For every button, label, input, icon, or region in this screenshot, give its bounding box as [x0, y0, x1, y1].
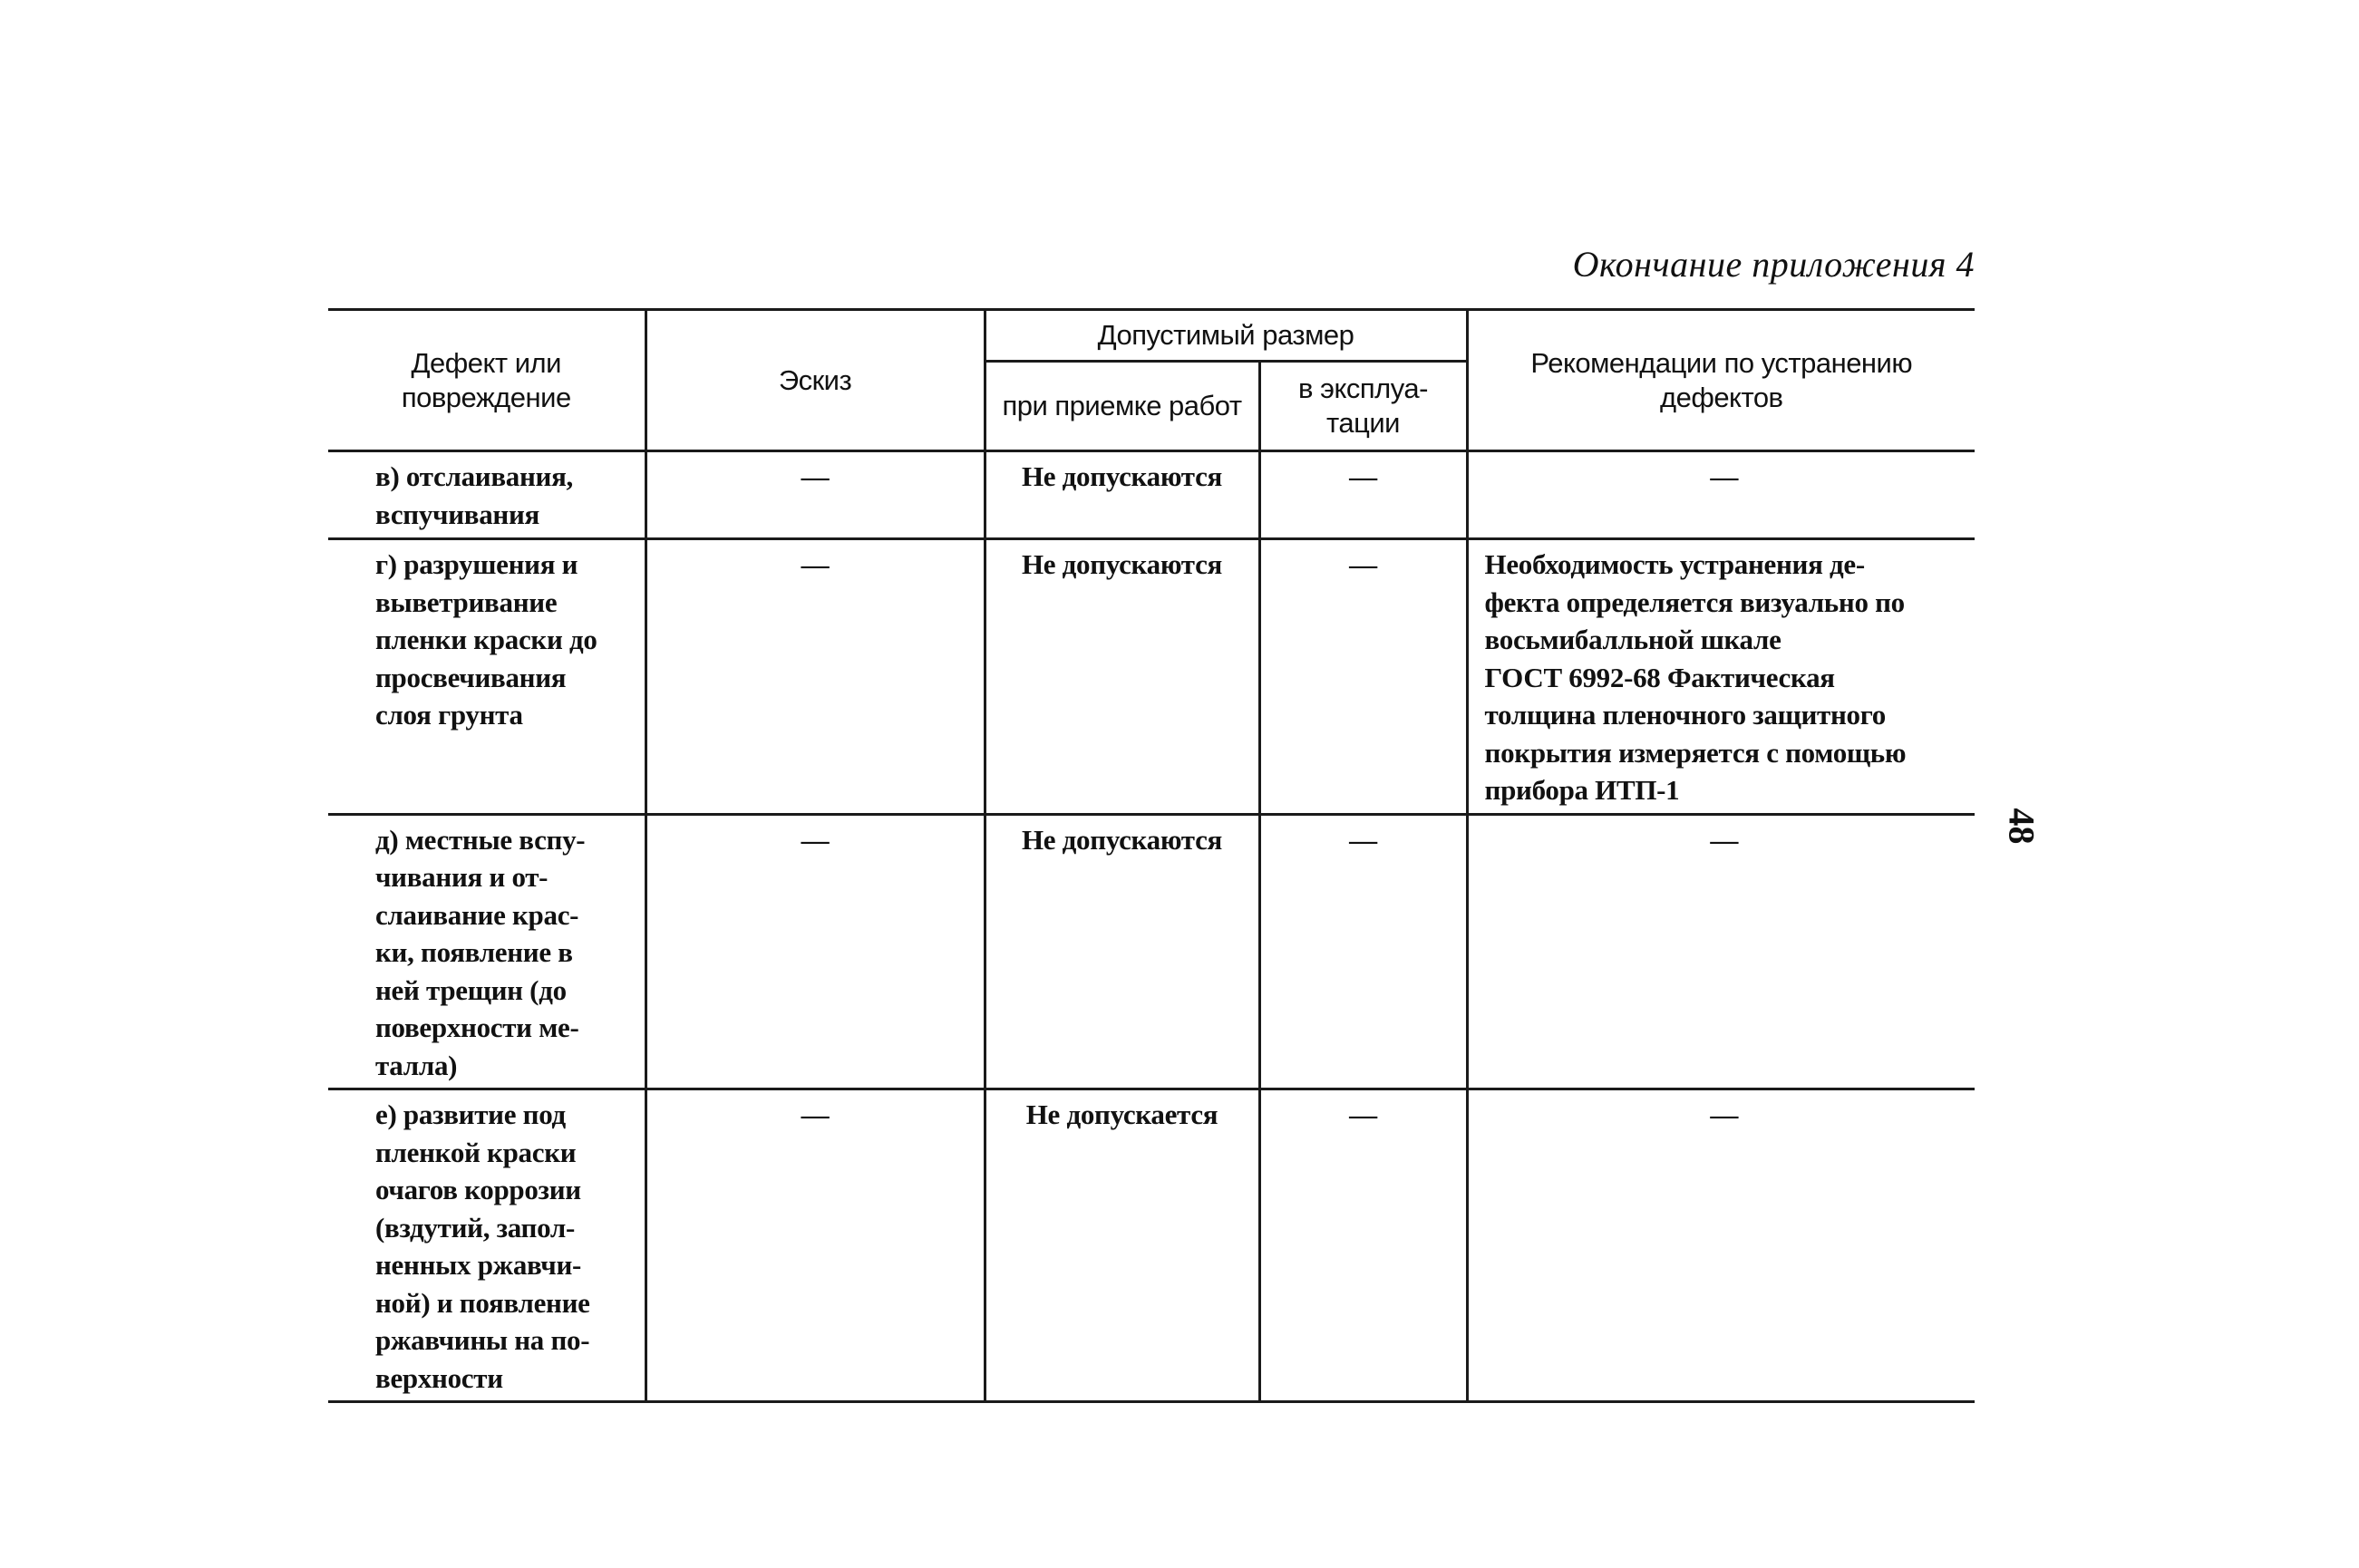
table-header — [328, 310, 1975, 451]
in-operation-cell: — — [1259, 539, 1467, 815]
sketch-cell: — — [646, 814, 985, 1089]
defect-cell: д) местные вспу- чивания и от- слаивание крас- ки, появление в ней трещин (до поверхности ме- талла) — [328, 814, 646, 1089]
header-in-operation: в эксплуа-тации — [1259, 362, 1467, 451]
sketch-cell: — — [646, 539, 985, 815]
on-acceptance-cell: Не допускается — [985, 1089, 1259, 1402]
table-row — [328, 1089, 1975, 1402]
recommendation-cell: Необходимость устранения де- фекта определяется визуально по восьмибалльной шкале ГОСТ 6992-68 Фактическая толщина пленочного защитного покрытия измеряется с помощью прибора ИТП-1 — [1467, 539, 1975, 815]
table-row — [328, 451, 1975, 539]
recommendation-cell: — — [1467, 1089, 1975, 1402]
sketch-cell: — — [646, 1089, 985, 1402]
defect-cell: е) развитие под пленкой краски очагов коррозии (вздутий, запол- ненных ржавчи- ной) и появление ржавчины на по- верхности — [328, 1089, 646, 1402]
header-allowed-size: Допустимый размер — [985, 310, 1467, 362]
table-row — [328, 814, 1975, 1089]
sketch-cell: — — [646, 451, 985, 539]
defect-cell: в) отслаивания, вспучивания — [328, 451, 646, 539]
defect-cell: г) разрушения и выветривание пленки краски до просвечивания слоя грунта — [328, 539, 646, 815]
header-on-acceptance: при приемке работ — [985, 362, 1259, 451]
in-operation-cell: — — [1259, 814, 1467, 1089]
recommendation-cell: — — [1467, 451, 1975, 539]
defects-table — [328, 308, 1975, 1403]
header-sketch: Эскиз — [646, 310, 985, 451]
in-operation-cell: — — [1259, 451, 1467, 539]
on-acceptance-cell: Не допускаются — [985, 451, 1259, 539]
page-number: 48 — [2001, 808, 2043, 845]
in-operation-cell: — — [1259, 1089, 1467, 1402]
on-acceptance-cell: Не допускаются — [985, 539, 1259, 815]
table-row — [328, 539, 1975, 815]
on-acceptance-cell: Не допускаются — [985, 814, 1259, 1089]
header-defect: Дефект или повреждение — [328, 310, 646, 451]
recommendation-cell: — — [1467, 814, 1975, 1089]
page-heading: Окончание приложения 4 — [1572, 244, 1975, 285]
header-recommendations: Рекомендации по устранению дефектов — [1467, 310, 1975, 451]
